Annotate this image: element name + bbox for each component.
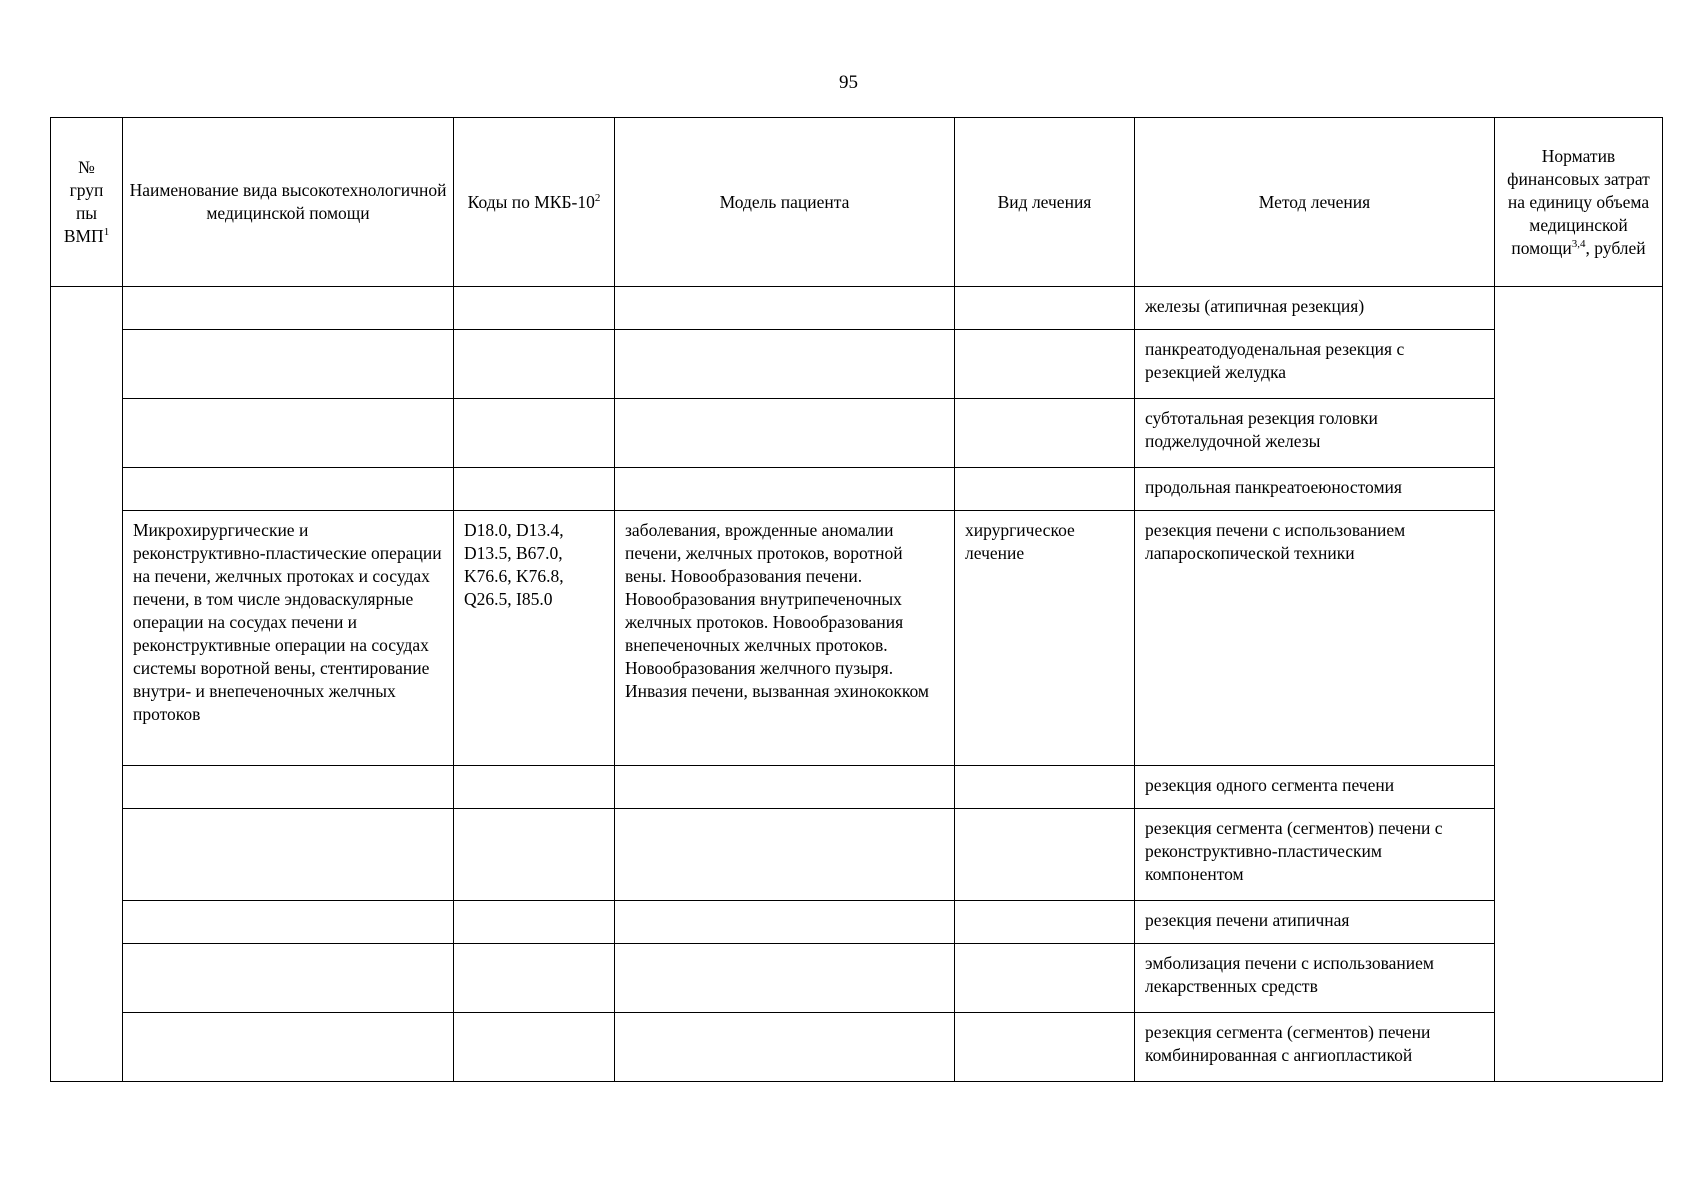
model-cell <box>615 468 955 511</box>
model-cell <box>615 399 955 468</box>
header-name: Наименование вида высокотехнологичной медицинской помощи <box>123 118 454 287</box>
model-cell <box>615 1013 955 1082</box>
name-cell <box>123 1013 454 1082</box>
method-cell: резекция печени атипичная <box>1135 901 1495 944</box>
method-cell: резекция сегмента (сегментов) печени с реконструктивно-пластическим компонентом <box>1135 809 1495 901</box>
header-method: Метод лечения <box>1135 118 1495 287</box>
group-cell-1 <box>51 287 123 511</box>
model-cell <box>615 809 955 901</box>
model-cell <box>615 330 955 399</box>
codes-cell <box>454 330 615 399</box>
model-cell <box>615 944 955 1013</box>
header-model: Модель пациента <box>615 118 955 287</box>
type-cell <box>955 399 1135 468</box>
table-row <box>51 468 1663 511</box>
codes-cell <box>454 287 615 330</box>
codes-cell <box>454 766 615 809</box>
type-cell: хирургическое лечение <box>955 511 1135 766</box>
type-cell <box>955 468 1135 511</box>
table-row <box>51 399 1663 468</box>
model-cell <box>615 766 955 809</box>
name-cell <box>123 944 454 1013</box>
codes-cell <box>454 901 615 944</box>
model-cell: заболевания, врожденные аномалии печени, желчных протоков, воротной вены. Новообразования печени. Новообразования внутрипеченочных желчных протоков. Новообразования внепеченочных желчных протоков. Новообразования желчного пузыря. Инвазия печени, вызванная эхинококком <box>615 511 955 766</box>
type-cell <box>955 287 1135 330</box>
type-cell <box>955 944 1135 1013</box>
header-codes: Коды по МКБ-$10^2$ <box>454 118 615 287</box>
table-row <box>51 1013 1663 1082</box>
name-cell <box>123 287 454 330</box>
header-treatment-type: Вид лечения <box>955 118 1135 287</box>
page-number: 95 <box>839 72 858 93</box>
method-cell: субтотальная резекция головки поджелудочной железы <box>1135 399 1495 468</box>
table-row <box>51 330 1663 399</box>
codes-cell <box>454 468 615 511</box>
name-cell <box>123 766 454 809</box>
norm-cell <box>1495 287 1663 1082</box>
type-cell <box>955 766 1135 809</box>
type-cell <box>955 809 1135 901</box>
name-cell <box>123 330 454 399</box>
method-cell: продольная панкреатоеюностомия <box>1135 468 1495 511</box>
type-cell <box>955 901 1135 944</box>
table-row <box>51 944 1663 1013</box>
codes-cell <box>454 809 615 901</box>
header-norm: Норматив финансовых затрат на единицу объема медицинской помощи$^{3,4}$, рублей <box>1495 118 1663 287</box>
method-cell: резекция печени с использованием лапароскопической техники <box>1135 511 1495 766</box>
codes-cell <box>454 944 615 1013</box>
method-cell: эмболизация печени с использованием лекарственных средств <box>1135 944 1495 1013</box>
codes-cell: D18.0, D13.4, D13.5, B67.0, K76.6, K76.8, Q26.5, I85.0 <box>454 511 615 766</box>
name-cell <box>123 468 454 511</box>
header-group-number: № груп пы ВМП$^1$ <box>51 118 123 287</box>
table-row <box>51 511 1663 766</box>
method-cell: резекция сегмента (сегментов) печени комбинированная с ангиопластикой <box>1135 1013 1495 1082</box>
model-cell <box>615 901 955 944</box>
name-cell <box>123 901 454 944</box>
type-cell <box>955 330 1135 399</box>
vmp-table <box>50 117 1663 1082</box>
group-cell-2 <box>51 511 123 1082</box>
type-cell <box>955 1013 1135 1082</box>
header-row <box>51 118 1663 287</box>
name-cell: Микрохирургические и реконструктивно-пластические операции на печени, желчных протоках и сосудах печени, в том числе эндоваскулярные операции на сосудах печени и реконструктивные операции на сосудах системы воротной вены, стентирование внутри- и внепеченочных желчных протоков <box>123 511 454 766</box>
method-cell: панкреатодуоденальная резекция с резекцией желудка <box>1135 330 1495 399</box>
codes-cell <box>454 1013 615 1082</box>
method-cell: резекция одного сегмента печени <box>1135 766 1495 809</box>
table-row <box>51 766 1663 809</box>
method-cell: железы (атипичная резекция) <box>1135 287 1495 330</box>
codes-cell <box>454 399 615 468</box>
table-row <box>51 287 1663 330</box>
name-cell <box>123 399 454 468</box>
table-row <box>51 901 1663 944</box>
name-cell <box>123 809 454 901</box>
table-row <box>51 809 1663 901</box>
model-cell <box>615 287 955 330</box>
